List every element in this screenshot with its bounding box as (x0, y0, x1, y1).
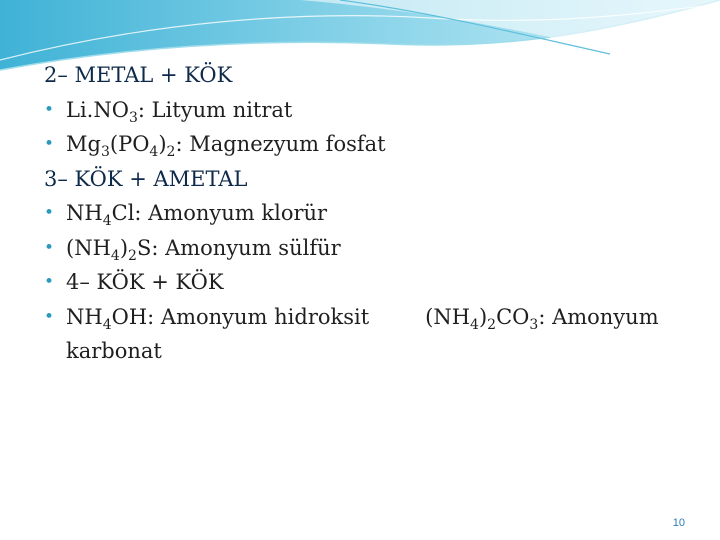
bullet-ammonium-hydroxide-carbonate: • $NH_4OH$: Amonyum hidroksit $(NH_4)_2CO_3$: Amonyum (44, 300, 704, 335)
bullet-lithium-nitrate: • $Li.NO_3$: Lityum nitrat (44, 93, 704, 128)
bullet-continuation-carbonate: karbonat (66, 339, 162, 363)
page-number: 10 (672, 517, 685, 529)
bullet-ammonium-chloride: • $NH_4Cl$: Amonyum klorür (44, 196, 704, 231)
section-heading-metal-base: 2– METAL + KÖK (44, 63, 233, 87)
bullet-ammonium-sulfide: • $(NH_4)_2S$: Amonyum sülfür (44, 231, 704, 266)
section-heading-base-nonmetal: 3– KÖK + AMETAL (44, 166, 248, 191)
slide-content (44, 58, 704, 369)
bullet-magnesium-phosphate: • $Mg_3(PO_4)_2$: Magnezyum fosfat (44, 127, 704, 162)
bullet-base-base-heading: • 4– KÖK + KÖK (44, 265, 704, 300)
